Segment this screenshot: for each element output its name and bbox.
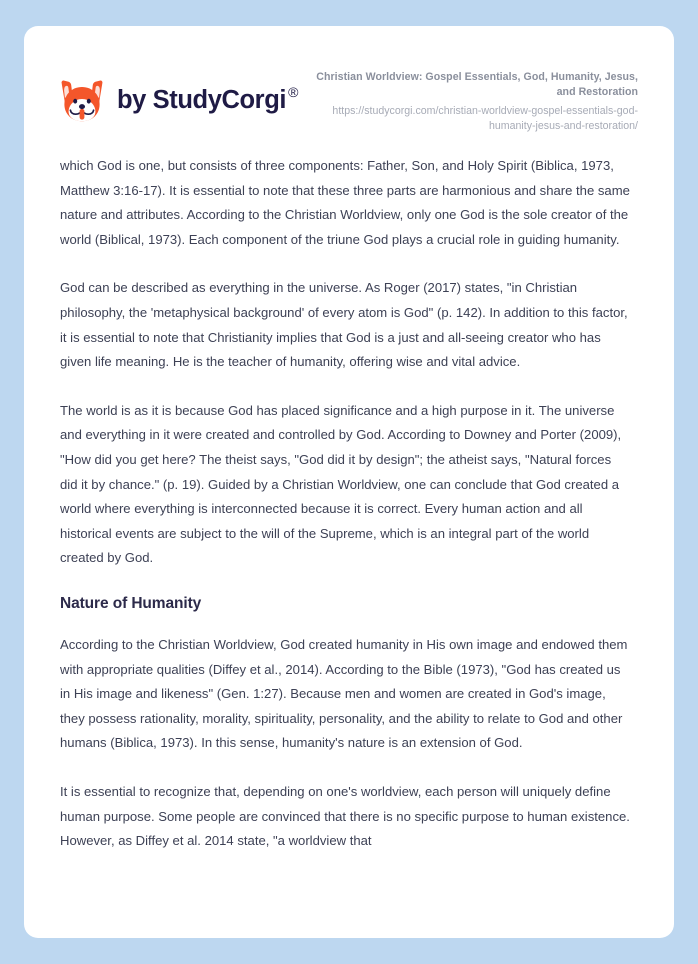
paragraph: It is essential to recognize that, depending on one's worldview, each person will uniquely define human purpose. Some people are convinced that there is no specific purpose to human existence. However, as Diffey et al. 2014 state, "a worldview that [60,784,630,849]
paragraph: God can be described as everything in the universe. As Roger (2017) states, "in Christian philosophy, the 'metaphysical background' of every atom is God" (p. 142). In addition to this factor, it is essential to note that Christianity implies that God is a just and all-seeing creator who has given life meaning. He is the teacher of humanity, offering wise and vital advice. [60,280,628,370]
document-title: Christian Worldview: Gospel Essentials, God, Humanity, Jesus, and Restoration [316,71,638,99]
document-body [24,154,674,854]
paragraph: According to the Christian Worldview, God created humanity in His own image and endowed them with appropriate qualities (Diffey et al., 2014). According to the Bible (1973), "God has created us in His image and likeness" (Gen. 1:27). Because men and women are created in God's image, they possess rationality, morality, spirituality, personality, and the ability to relate to God and other humans (Biblica, 1973). In this sense, humanity's nature is an extension of God. [60,637,628,751]
brand-name-text [117,83,298,115]
document-page-card [24,26,674,938]
brand-label: by StudyCorgi [117,85,287,114]
document-header [24,26,674,154]
document-url[interactable]: https://studycorgi.com/christian-worldview-gospel-essentials-god-humanity-jesus-and-restoration/ [332,105,638,133]
paragraph: The world is as it is because God has placed significance and a high purpose in it. The universe and everything in it were created and controlled by God. According to Downey and Porter (2009), "How did you get here? The theist says, "God did it by design"; the atheist says, "Natural forces did it by chance." (p. 19). Guided by a Christian Worldview, one can conclude that God created a world where everything is interconnected because it is correct. Every human action and all historical events are subject to the will of the Supreme, which is an integral part of the world created by God. [60,402,622,566]
paragraph: which God is one, but consists of three components: Father, Son, and Holy Spirit (Biblica, 1973, Matthew 3:16-17). It is essential to note that these three parts are harmonious and share the same nature and attributes. According to the Christian Worldview, only one God is the sole creator of the world (Biblical, 1973). Each component of the triune God plays a crucial role in guiding humanity. [60,158,630,247]
section-heading: Nature of Humanity [60,594,202,612]
corgi-dog-face-icon [58,76,106,124]
header-meta [298,70,638,134]
registered-trademark-icon: ® [288,83,298,100]
brand-logo-group[interactable] [58,70,298,124]
